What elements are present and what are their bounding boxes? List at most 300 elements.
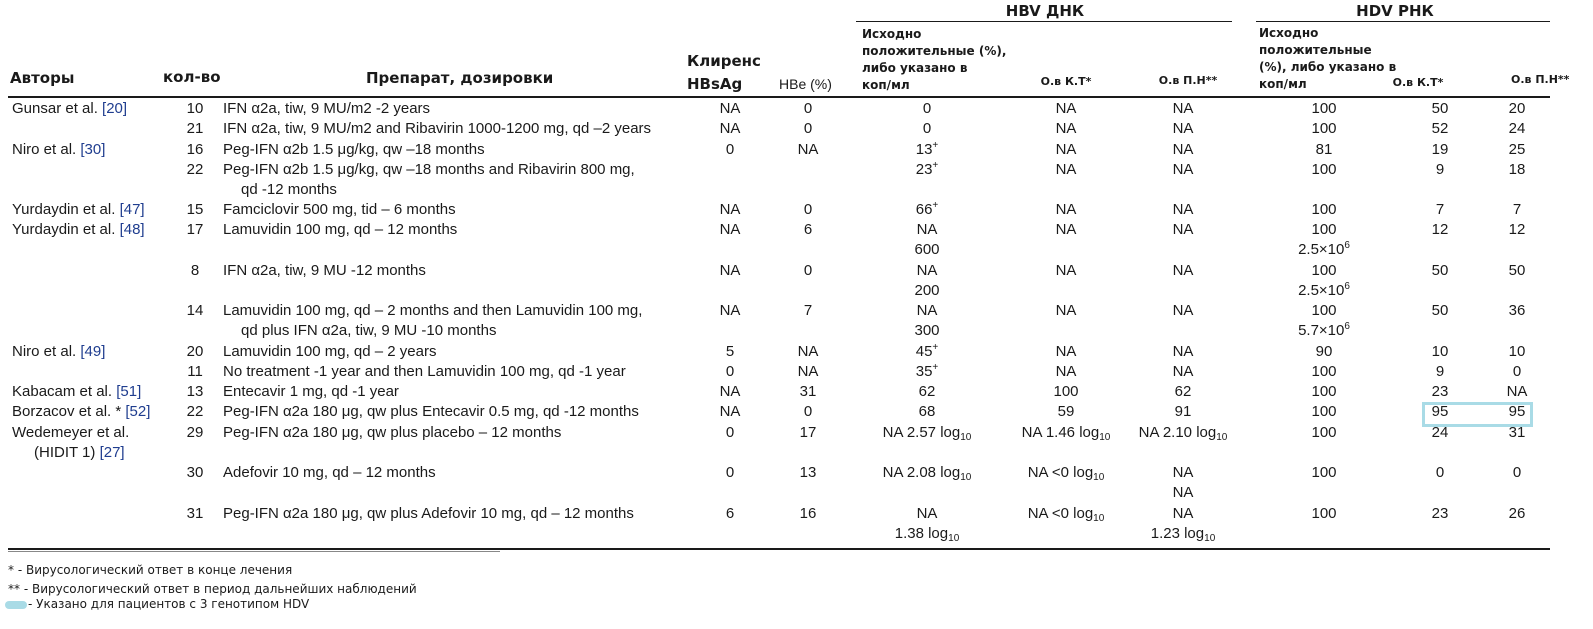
cell-hdv-ovkt [1436,201,1444,219]
cell-hbv-ovkt [1056,343,1077,361]
cell-hbsag [720,302,741,320]
cell-hdv-ovkt-text: 19 [1431,141,1449,158]
reference-link[interactable]: [49] [80,343,106,360]
cell-hbsag-text: NA [719,383,741,400]
column-header-count: кол-во [163,68,221,86]
drug-text: IFN α2a, tiw, 9 MU -12 months [223,262,426,279]
cell-hbv-ovpn [1173,505,1194,523]
cell-hbv-baseline [916,201,939,219]
subscript: 10 [1204,533,1216,544]
cell-count [187,464,204,482]
cell-hbe-text: 17 [799,424,817,441]
highlight-legend-swatch [5,601,27,609]
cell-hbsag [726,424,734,442]
superscript: + [932,342,939,353]
cell-hbsag [720,120,741,138]
cell-hbv-ovkt-text: NA [1055,363,1077,380]
header-rule [8,96,1550,98]
cell-hbv-ovpn-text: NA [1172,161,1194,178]
cell-hbv-baseline-text: 62 [918,383,936,400]
reference-link[interactable]: [51] [116,383,142,400]
reference-link[interactable]: [20] [102,100,128,117]
cell-hdv-ovkt-text: 12 [1431,221,1449,238]
cell-hbv-baseline-text: NA [916,262,938,279]
cell-hbv-ovpn-text: NA [1172,363,1194,380]
cell-hdv-ovpn [1509,141,1526,159]
cell-hbsag-text: NA [719,221,741,238]
cell-hdv-baseline-text: 81 [1315,141,1333,158]
cell-hbv-ovpn-text: NA [1172,343,1194,360]
cell-hdv-ovpn-text: 20 [1508,100,1526,117]
cell-hbv-baseline [916,141,939,159]
cell-count [187,201,204,219]
cell-hdv-baseline [1311,120,1336,138]
cell-drug [223,464,436,482]
footnote-follow-up [8,582,417,596]
reference-link[interactable]: [47] [119,201,145,218]
cell-hbv-baseline [883,464,972,482]
cell-hdv-baseline-text: 100 [1311,505,1337,522]
cell-author [12,424,129,442]
superscript: 6 [1344,240,1350,251]
footnote-mark: * [8,563,14,577]
cell-hbv-ovpn [1173,100,1194,118]
cell-hbv-ovpn [1173,161,1194,179]
cell-hbv-baseline-text: NA [916,505,938,522]
cell-hbv-baseline-text: 23 [915,161,933,178]
cell-hdv-ovkt [1436,464,1444,482]
cell-hdv-ovpn-text: 36 [1508,302,1526,319]
cell-hdv-ovpn [1509,343,1526,361]
cell-hdv-ovpn-text: 12 [1508,221,1526,238]
cell-hbv-ovpn-text: 91 [1174,403,1192,420]
cell-drug [223,201,456,219]
cell-hdv-ovkt [1432,141,1449,159]
cell-hdv-ovkt-text: 50 [1431,100,1449,117]
cell-count [187,302,204,320]
count-text: 21 [186,120,204,137]
cell-hbv-ovkt-text: NA [1055,161,1077,178]
cell-hbv-ovpn-text: NA [1172,262,1194,279]
cell-hbe-text: 7 [803,302,813,319]
cell-hbv-ovkt [1028,505,1105,523]
cell-hbsag-text: 0 [725,424,735,441]
cell-drug [223,505,634,523]
cell-hbsag [726,363,734,381]
cell-hbe [804,403,812,421]
author-name: Wedemeyer et al. [12,424,130,441]
cell-drug [223,100,430,118]
cell-drug-line2 [241,322,496,340]
cell-hbe-text: NA [797,363,819,380]
cell-author [12,343,105,361]
cell-hdv-baseline-text: 100 [1311,363,1337,380]
cell-hbsag-text: NA [719,201,741,218]
hbv-baseline-header-line2: положительные (%), [862,44,1007,58]
cell-hbv-baseline-text: 35 [915,363,933,380]
hdv-baseline-header-line3: (%), либо указано в [1259,60,1397,74]
cell-hdv-ovkt-text: 23 [1431,505,1449,522]
cell-hbe-text: 6 [803,221,813,238]
cell-hdv-baseline-line2 [1298,241,1350,259]
hdv-baseline-header-line4: коп/мл [1259,77,1307,91]
cell-count [187,120,204,138]
cell-hbv-baseline [917,302,938,320]
cell-hbv-ovpn-text: NA [1172,201,1194,218]
subscript: 10 [1216,432,1228,443]
count-text: 13 [186,383,204,400]
cell-hbv-ovkt [1056,221,1077,239]
cell-drug [223,302,642,320]
cell-hbe-text: NA [797,141,819,158]
cell-hdv-ovkt [1436,161,1444,179]
cell-hbsag-text: 6 [725,505,735,522]
cell-hbe [804,100,812,118]
cell-hdv-ovkt-text: 23 [1431,383,1449,400]
cell-author-line2 [34,444,125,462]
cell-hdv-ovpn-text: NA [1506,383,1528,400]
cell-hbe-text: 0 [803,262,813,279]
superscript: + [932,362,939,373]
table-bottom-rule [8,548,1550,550]
cell-hdv-ovpn [1509,221,1526,239]
cell-hdv-baseline [1311,505,1336,523]
cell-hbv-ovpn [1175,403,1192,421]
cell-hbe-text: NA [797,343,819,360]
cell-hbv-ovkt-text: NA [1055,201,1077,218]
reference-link[interactable]: [48] [119,221,145,238]
column-header-authors: Авторы [10,69,75,87]
cell-hbe [800,464,817,482]
cell-hbsag-text: NA [719,120,741,137]
cell-hbv-baseline-text: NA 2.08 log [882,464,961,481]
drug-text: Peg-IFN α2a 180 μg, qw plus Entecavir 0.5 mg, qd -12 months [223,403,639,420]
cell-hbv-baseline [917,505,938,523]
cell-hbsag-text: 5 [725,343,735,360]
cell-hbe-text: 31 [799,383,817,400]
hbv-ovkt-header: О.в К.Т* [1040,75,1092,88]
cell-hdv-baseline-line2 [1298,282,1350,300]
cell-count [191,262,199,280]
cell-hdv-ovpn-text: 31 [1508,424,1526,441]
cell-count [187,221,204,239]
reference-link[interactable]: [52] [125,403,151,420]
cell-hbv-baseline [919,403,936,421]
cell-count [187,161,204,179]
genotype3-highlight-box [1422,402,1533,427]
cell-hbv-baseline-text: NA [916,221,938,238]
cell-author [12,141,105,159]
count-text: 22 [186,161,204,178]
cell-hbv-ovpn [1173,343,1194,361]
cell-hbe [800,424,817,442]
cell-hdv-ovpn-text: 7 [1512,201,1522,218]
cell-author [12,100,127,118]
drug-text: Peg-IFN α2b 1.5 μg/kg, qw –18 months [223,141,485,158]
cell-hbv-ovpn-text: NA [1172,120,1194,137]
cell-hdv-ovpn [1509,161,1526,179]
cell-hbv-baseline-text: 0 [922,120,932,137]
cell-hbv-ovkt-text: NA <0 log [1027,464,1094,481]
cell-hdv-ovkt [1432,262,1449,280]
cell-hbv-baseline [923,100,931,118]
cell-hbv-baseline [883,424,972,442]
drug-text: Lamuvidin 100 mg, qd – 2 months and then Lamuvidin 100 mg, [223,302,643,319]
cell-hdv-ovkt-text: 50 [1431,302,1449,319]
reference-link[interactable]: [27] [99,444,125,461]
cell-hbv-ovpn-text: NA [1172,221,1194,238]
cell-count [187,343,204,361]
superscript: + [932,160,939,171]
drug-text: Peg-IFN α2a 180 μg, qw plus placebo – 12 months [223,424,562,441]
drug-text: Peg-IFN α2b 1.5 μg/kg, qw –18 months and Ribavirin 800 mg, [223,161,635,178]
hdv-baseline-header-line2: положительные [1259,43,1372,57]
cell-hdv-ovkt [1432,302,1449,320]
cell-hbv-ovkt-text: NA <0 log [1027,505,1094,522]
cell-hbe-text: 0 [803,201,813,218]
drug-text: Entecavir 1 mg, qd -1 year [223,383,399,400]
reference-link[interactable]: [30] [80,141,106,158]
cell-hdv-baseline-text: 100 [1311,201,1337,218]
cell-drug [223,424,561,442]
cell-drug-line2 [241,181,337,199]
count-text: 29 [186,424,204,441]
cell-count [187,505,204,523]
count-text: 8 [190,262,200,279]
cell-hbsag [720,100,741,118]
cell-hbe [800,383,817,401]
cell-hbv-ovkt [1056,363,1077,381]
cell-drug [223,343,436,361]
cell-hdv-baseline [1311,403,1336,421]
cell-hbsag [726,141,734,159]
hdv-ovpn-header: О.в П.Н** [1511,73,1570,86]
cell-hbv-baseline-text: NA [916,302,938,319]
drug-text: qd -12 months [241,181,337,198]
cell-hbv-ovkt [1053,383,1078,401]
cell-hbv-ovpn-line2 [1151,525,1216,543]
cell-hdv-ovpn [1509,262,1526,280]
count-text: 10 [186,100,204,117]
cell-hdv-baseline [1316,343,1333,361]
cell-hbv-ovkt-text: NA [1055,120,1077,137]
footnote-mark: ** [8,582,20,596]
cell-hdv-baseline [1311,424,1336,442]
cell-hdv-ovpn [1509,302,1526,320]
drug-text: IFN α2a, tiw, 9 MU/m2 -2 years [223,100,431,117]
cell-hbv-baseline-line2-text: 300 [914,322,940,339]
cell-hdv-ovkt-text: 24 [1431,424,1449,441]
group-header-hdv: HDV РНК [1356,2,1434,20]
cell-hbv-ovpn [1173,201,1194,219]
count-text: 31 [186,505,204,522]
cell-hbsag [720,383,741,401]
cell-hdv-ovkt [1436,363,1444,381]
subscript: 10 [1093,472,1105,483]
cell-hdv-baseline [1311,221,1336,239]
cell-hdv-ovkt-text: 9 [1435,363,1445,380]
superscript: 6 [1344,321,1350,332]
author-name: (HIDIT 1) [34,444,100,461]
cell-hbv-baseline [917,262,938,280]
cell-hdv-ovpn-text: 0 [1512,363,1522,380]
hbv-ovpn-header: О.в П.Н** [1158,74,1218,87]
cell-hdv-baseline [1311,383,1336,401]
cell-hdv-ovpn [1509,120,1526,138]
cell-hbv-baseline [923,120,931,138]
cell-hdv-baseline [1311,201,1336,219]
cell-hbe [804,262,812,280]
cell-hbv-ovkt [1056,302,1077,320]
cell-hbsag [720,403,741,421]
cell-drug [223,161,635,179]
author-name: Yurdaydin et al. [12,201,120,218]
count-text: 17 [186,221,204,238]
footnote-separator [8,551,500,552]
cell-hdv-ovkt-text: 10 [1431,343,1449,360]
cell-hbv-ovkt-text: NA 1.46 log [1021,424,1100,441]
cell-hdv-ovkt [1432,505,1449,523]
cell-hbv-ovpn [1173,464,1194,482]
cell-hbv-ovkt [1028,464,1105,482]
cell-hbv-ovpn-line2-text: 1.23 log [1150,525,1205,542]
cell-author [12,383,141,401]
cell-hdv-baseline [1316,141,1333,159]
cell-hbe [804,120,812,138]
cell-hbsag-text: NA [719,302,741,319]
cell-hdv-baseline-text: 100 [1311,383,1337,400]
cell-hdv-baseline [1311,100,1336,118]
cell-hdv-ovpn-text: 0 [1512,464,1522,481]
cell-hdv-ovpn [1509,505,1526,523]
cell-hbe-text: 0 [803,403,813,420]
column-header-hbe: HBe (%) [779,76,832,92]
cell-hdv-ovkt-text: 0 [1435,464,1445,481]
cell-hbv-baseline-text: 0 [922,100,932,117]
cell-hbv-ovpn [1173,302,1194,320]
cell-hdv-ovkt-text: 7 [1435,201,1445,218]
cell-hdv-ovpn [1513,464,1521,482]
cell-hbv-ovpn-text: NA [1172,464,1194,481]
cell-hbe [804,201,812,219]
cell-author [12,403,150,421]
cell-hdv-baseline-text: 100 [1311,100,1337,117]
cell-hbv-ovkt [1022,424,1111,442]
cell-hbv-ovkt-text: NA [1055,141,1077,158]
cell-hbsag [726,505,734,523]
cell-hbe [798,363,819,381]
cell-hbv-ovpn [1139,424,1228,442]
cell-hdv-ovkt [1432,383,1449,401]
cell-hbv-baseline-line2-text: 200 [914,282,940,299]
hbv-group-underline [856,21,1232,22]
hbv-baseline-header-line3: либо указано в [862,61,968,75]
cell-hbe [800,505,817,523]
cell-hbsag [726,464,734,482]
cell-hdv-ovpn [1513,201,1521,219]
cell-drug [223,403,639,421]
cell-hbv-ovpn-text: NA [1172,141,1194,158]
cell-hbv-ovkt-text: NA [1055,221,1077,238]
cell-hdv-baseline [1311,464,1336,482]
superscript: + [932,200,939,211]
cell-hdv-baseline [1311,302,1336,320]
cell-hbv-ovpn-text: NA [1172,505,1194,522]
cell-hbv-baseline-line2-text: 1.38 log [894,525,949,542]
superscript: 6 [1344,281,1350,292]
cell-hdv-ovpn-text: 50 [1508,262,1526,279]
cell-hbe-text: 16 [799,505,817,522]
cell-hbe [804,302,812,320]
cell-hbe [798,343,819,361]
cell-hdv-ovkt-text: 52 [1431,120,1449,137]
group-header-hbv: HBV ДНК [1005,2,1085,20]
cell-hbv-ovkt-text: 100 [1053,383,1079,400]
drug-text: qd plus IFN α2a, tiw, 9 MU -10 months [241,322,497,339]
cell-hbv-ovkt-text: NA [1055,100,1077,117]
cell-hdv-baseline-text: 100 [1311,262,1337,279]
drug-text: Lamuvidin 100 mg, qd – 12 months [223,221,458,238]
cell-hbsag [720,221,741,239]
cell-hbv-baseline [916,161,939,179]
cell-count [187,383,204,401]
cell-hbsag-text: 0 [725,363,735,380]
cell-hbv-baseline [919,383,936,401]
cell-hbv-baseline-line2 [914,282,939,300]
cell-hdv-ovkt [1432,221,1449,239]
cell-hbsag-text: NA [719,403,741,420]
cell-hbv-ovpn [1173,141,1194,159]
cell-hdv-ovpn [1509,100,1526,118]
author-name: Kabacam et al. [12,383,117,400]
cell-author [12,201,145,219]
drug-text: No treatment -1 year and then Lamuvidin 100 mg, qd -1 year [223,363,626,380]
cell-hdv-ovkt [1432,343,1449,361]
cell-author [12,221,145,239]
cell-hbv-baseline-line2-text: 600 [914,241,940,258]
cell-hdv-ovpn [1513,363,1521,381]
cell-drug [223,383,399,401]
author-name: Borzacov et al. * [12,403,126,420]
cell-hbsag [720,262,741,280]
cell-hbv-ovpn [1173,221,1194,239]
cell-hbv-ovkt-text: 59 [1057,403,1075,420]
hdv-baseline-header-line1: Исходно [1259,26,1319,40]
cell-hdv-ovkt-text: 95 [1431,403,1449,420]
count-text: 16 [186,141,204,158]
footnote-text: - Вирусологический ответ в конце лечения [14,563,293,577]
cell-hbv-baseline [917,221,938,239]
cell-hdv-baseline-text: 100 [1311,464,1337,481]
cell-hdv-ovpn-text: 26 [1508,505,1526,522]
cell-hdv-baseline-text: 100 [1311,221,1337,238]
cell-hdv-baseline [1311,262,1336,280]
cell-hdv-ovpn [1507,383,1528,401]
cell-hbv-ovpn [1173,262,1194,280]
hdv-group-underline [1256,21,1550,22]
cell-count [187,363,203,381]
author-name: Niro et al. [12,141,81,158]
count-text: 11 [187,363,203,380]
cell-hbv-baseline-text: 68 [918,403,936,420]
count-text: 30 [186,464,204,481]
cell-hdv-ovpn-text: 10 [1508,343,1526,360]
hdv-ovkt-header: О.в К.Т* [1392,76,1444,89]
cell-hbv-ovpn [1173,363,1194,381]
hbv-baseline-header-line1: Исходно [862,27,922,41]
count-text: 15 [186,201,204,218]
cell-hdv-ovkt [1432,120,1449,138]
